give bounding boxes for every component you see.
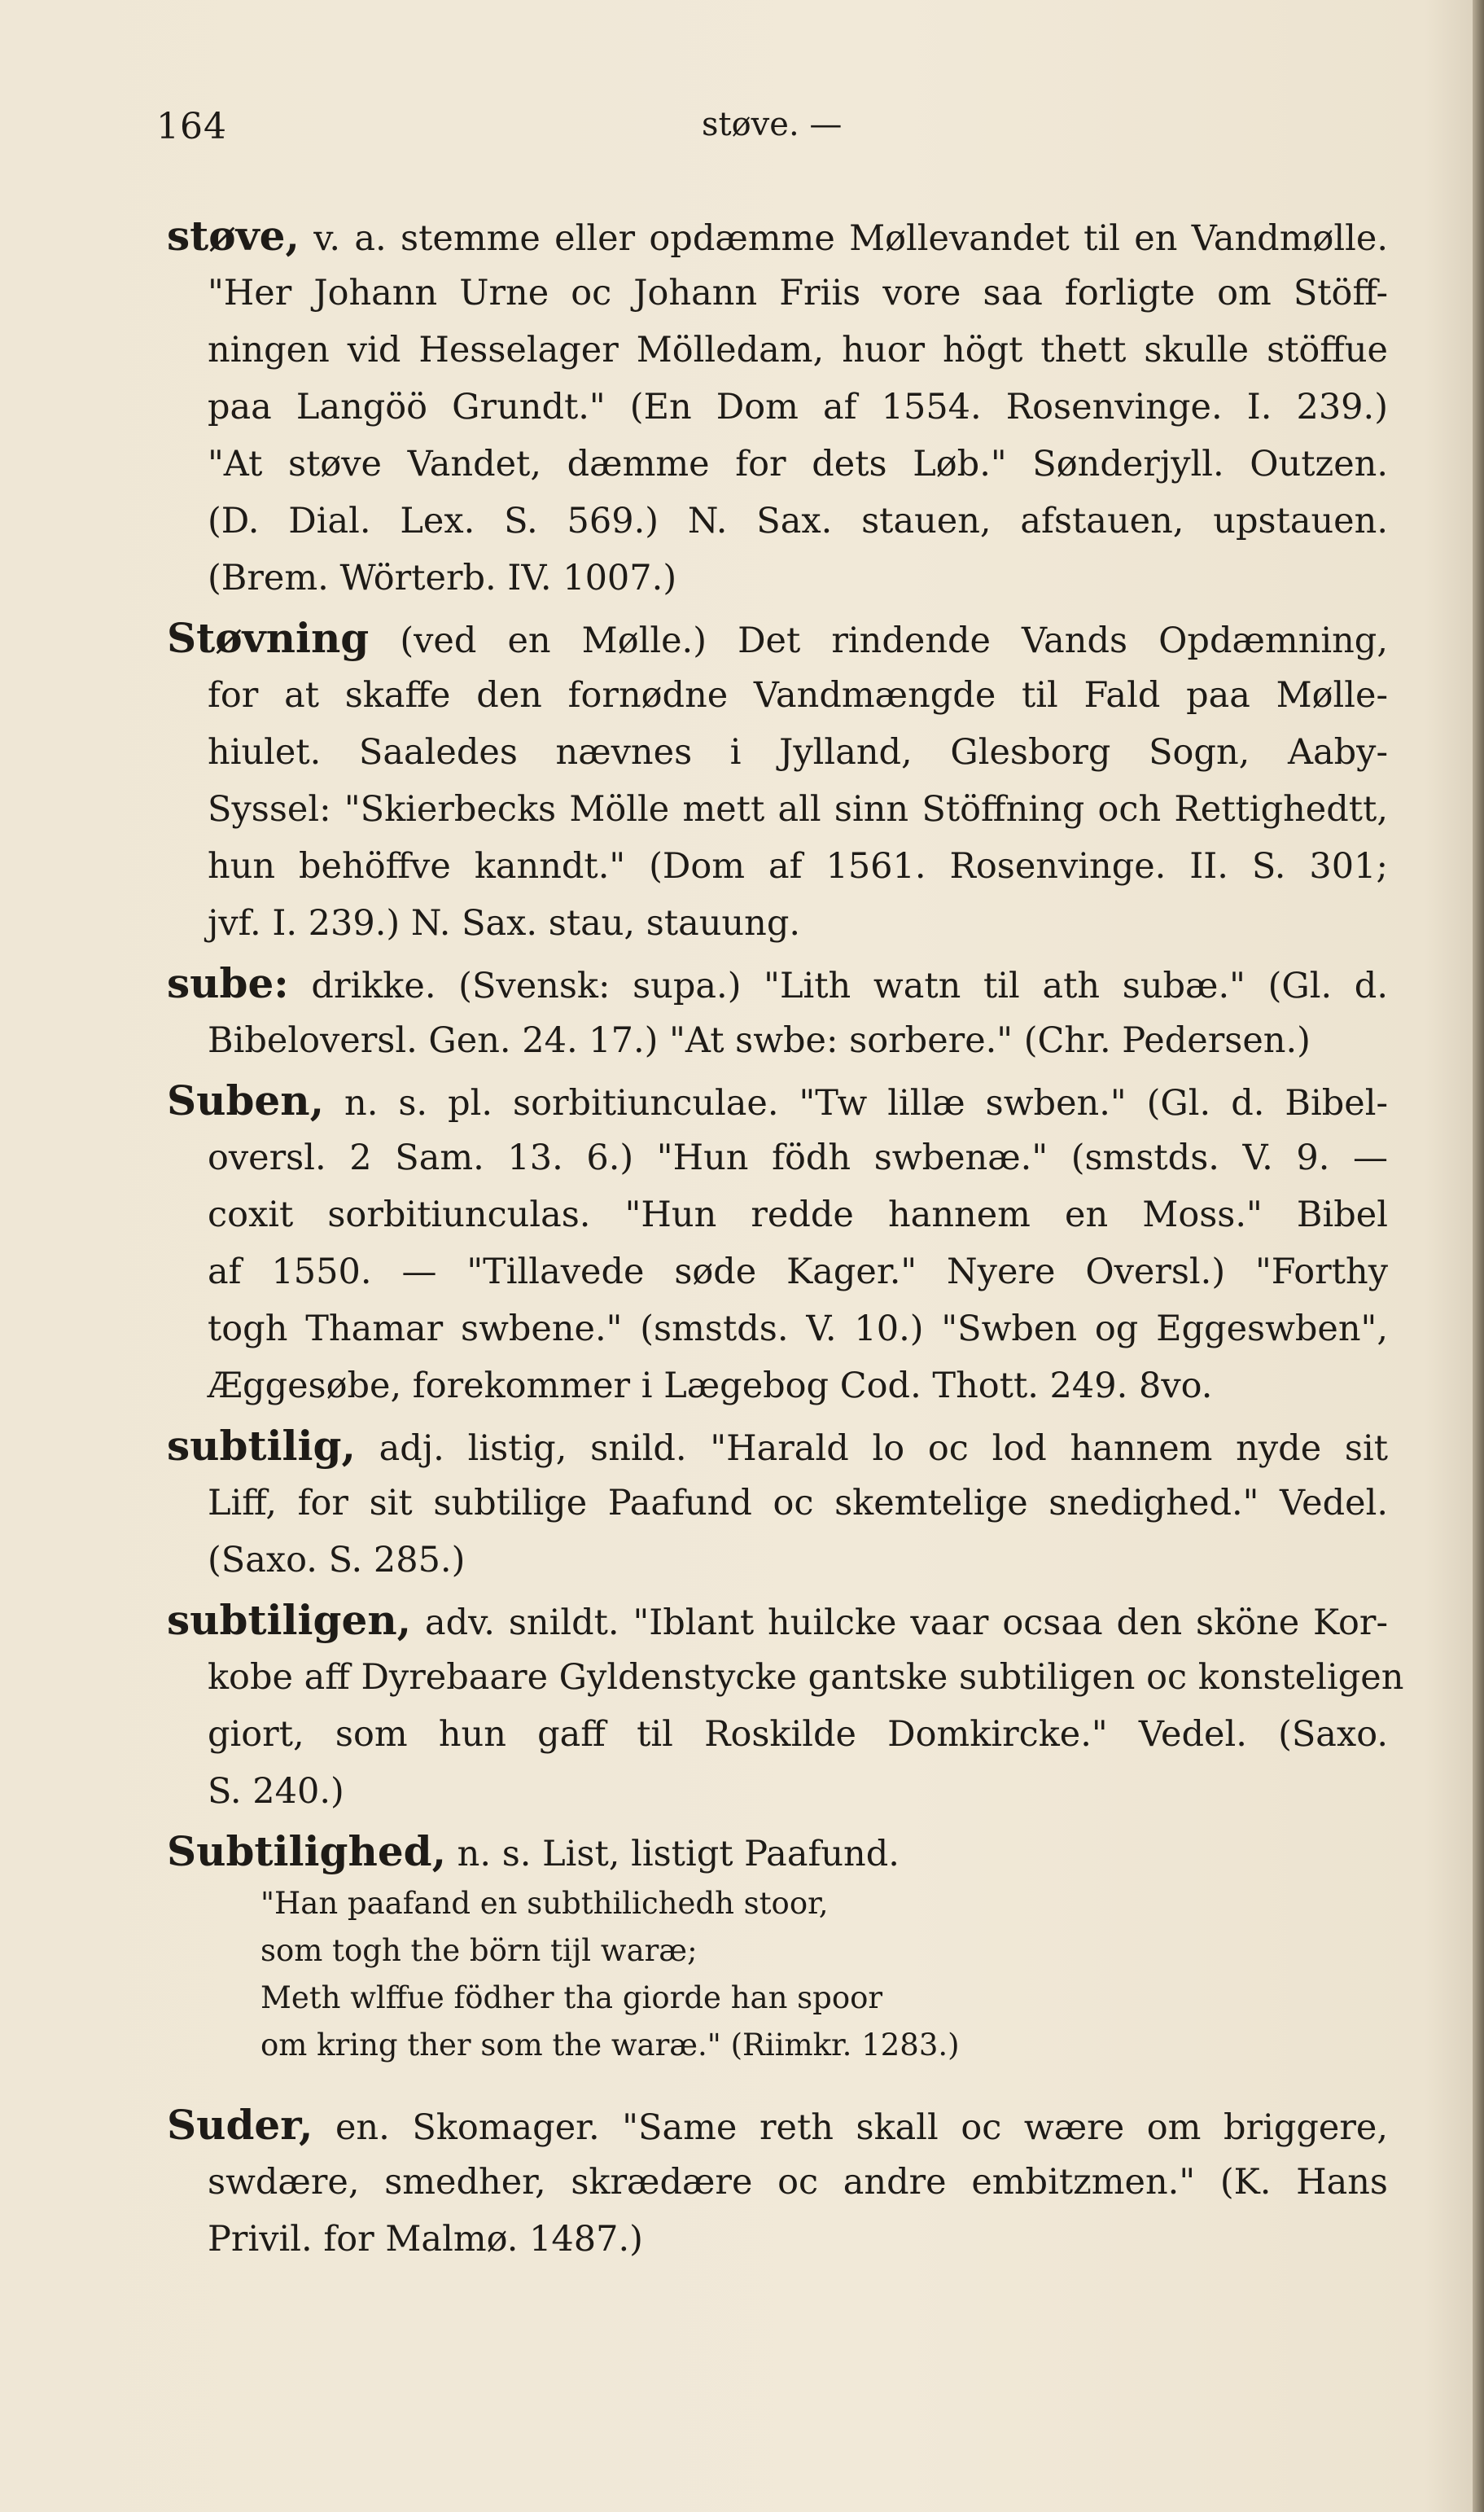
entry-line: drikke. (Svensk: supa.) "Lith watn til ath subæ." (Gl. d. bbox=[311, 966, 1389, 1006]
entry-line: swdære, smedher, skrædære oc andre embitzmen." (K. Hans bbox=[208, 2162, 1388, 2203]
headword: Subtilighed, bbox=[167, 1827, 446, 1875]
headword: Suben, bbox=[167, 1076, 324, 1124]
verse-line: Meth wlffue födher tha giorde han spoor bbox=[260, 1980, 883, 2015]
running-head: støve. — bbox=[702, 106, 843, 143]
entry-line: Æggesøbe, forekommer i Lægebog Cod. Thott. 249. 8vo. bbox=[208, 1366, 1213, 1406]
entry-line: giort, som hun gaff til Roskilde Domkircke." Vedel. (Saxo. bbox=[208, 1714, 1388, 1755]
entry-line: n. s. pl. sorbitiunculae. "Tw lillæ swben." (Gl. d. Bibel- bbox=[344, 1083, 1388, 1124]
entry-line: af 1550. — "Tillavede søde Kager." Nyere Oversl.) "Forthy bbox=[208, 1252, 1388, 1292]
entry-line: hun behöffve kanndt." (Dom af 1561. Rosenvinge. II. S. 301; bbox=[208, 846, 1388, 887]
entry-line: Liff, for sit subtilige Paafund oc skemtelige snedighed." Vedel. bbox=[208, 1483, 1388, 1523]
entry-subtilighed bbox=[167, 1823, 1388, 2069]
entry-line: for at skaffe den fornødne Vandmængde til Fald paa Mølle- bbox=[208, 675, 1388, 716]
verse-quotation bbox=[167, 1880, 1388, 2069]
verse-line: som togh the börn tijl waræ; bbox=[260, 1933, 698, 1968]
entry-suder bbox=[167, 2097, 1388, 2268]
page-edge bbox=[1473, 0, 1484, 2512]
headword: Suder, bbox=[167, 2101, 313, 2149]
entry-line: Privil. for Malmø. 1487.) bbox=[208, 2219, 643, 2260]
entry-suben bbox=[167, 1072, 1388, 1414]
verse-line: "Han paafand en subthilichedh stoor, bbox=[260, 1886, 829, 1921]
entry-line: n. s. List, listigt Paafund. bbox=[457, 1834, 900, 1874]
entry-line: jvf. I. 239.) N. Sax. stau, stauung. bbox=[208, 903, 801, 944]
entry-line: ningen vid Hesselager Mölledam, huor högt thett skulle stöffue bbox=[208, 330, 1388, 370]
headword: subtilig, bbox=[167, 1422, 356, 1470]
entry-subtilig bbox=[167, 1418, 1388, 1589]
dictionary-text bbox=[167, 208, 1404, 2271]
entry-line: hiulet. Saaledes nævnes i Jylland, Glesborg Sogn, Aaby- bbox=[208, 732, 1388, 773]
entry-line: S. 240.) bbox=[208, 1771, 344, 1812]
entry-line: "At støve Vandet, dæmme for dets Løb." Sønderjyll. Outzen. bbox=[208, 444, 1388, 484]
entry-line: paa Langöö Grundt." (En Dom af 1554. Rosenvinge. I. 239.) bbox=[208, 387, 1388, 427]
entry-line: coxit sorbitiunculas. "Hun redde hannem en Moss." Bibel bbox=[208, 1195, 1388, 1235]
entry-line: (D. Dial. Lex. S. 569.) N. Sax. stauen, afstauen, upstauen. bbox=[208, 501, 1388, 541]
entry-line: kobe aff Dyrebaare Gyldenstycke gantske subtiligen oc konsteligen bbox=[208, 1657, 1404, 1698]
entry-line: Syssel: "Skierbecks Mölle mett all sinn Stöffning och Rettighedtt, bbox=[208, 789, 1388, 830]
entry-line: (ved en Mølle.) Det rindende Vands Opdæmning, bbox=[400, 620, 1388, 661]
headword: sube: bbox=[167, 959, 289, 1007]
entry-stovning bbox=[167, 610, 1388, 952]
entry-line: (Saxo. S. 285.) bbox=[208, 1540, 466, 1580]
entry-sube bbox=[167, 955, 1388, 1069]
headword: subtiligen, bbox=[167, 1596, 412, 1644]
headword: Støvning bbox=[167, 614, 370, 662]
entry-line: adj. listig, snild. "Harald lo oc lod hannem nyde sit bbox=[379, 1428, 1388, 1469]
headword: støve, bbox=[167, 212, 300, 260]
entry-subtiligen bbox=[167, 1592, 1404, 1820]
entry-line: oversl. 2 Sam. 13. 6.) "Hun födh swbenæ." (smstds. V. 9. — bbox=[208, 1138, 1388, 1178]
entry-line: v. a. stemme eller opdæmme Møllevandet til en Vandmølle. bbox=[313, 218, 1388, 259]
entry-line: (Brem. Wörterb. IV. 1007.) bbox=[208, 558, 677, 598]
entry-stove bbox=[167, 208, 1388, 607]
entry-line: en. Skomager. "Same reth skall oc wære om briggere, bbox=[335, 2107, 1389, 2148]
entry-line: togh Thamar swbene." (smstds. V. 10.) "Swben og Eggeswben", bbox=[208, 1309, 1388, 1349]
entry-line: adv. snildt. "Iblant huilcke vaar ocsaa den sköne Kor- bbox=[424, 1602, 1388, 1643]
page-number: 164 bbox=[156, 106, 227, 147]
verse-line: om kring ther som the waræ." (Riimkr. 1283.) bbox=[260, 2028, 960, 2063]
entry-line: Bibeloversl. Gen. 24. 17.) "At swbe: sorbere." (Chr. Pedersen.) bbox=[208, 1020, 1311, 1061]
entry-line: "Her Johann Urne oc Johann Friis vore saa forligte om Stöff- bbox=[208, 273, 1388, 313]
